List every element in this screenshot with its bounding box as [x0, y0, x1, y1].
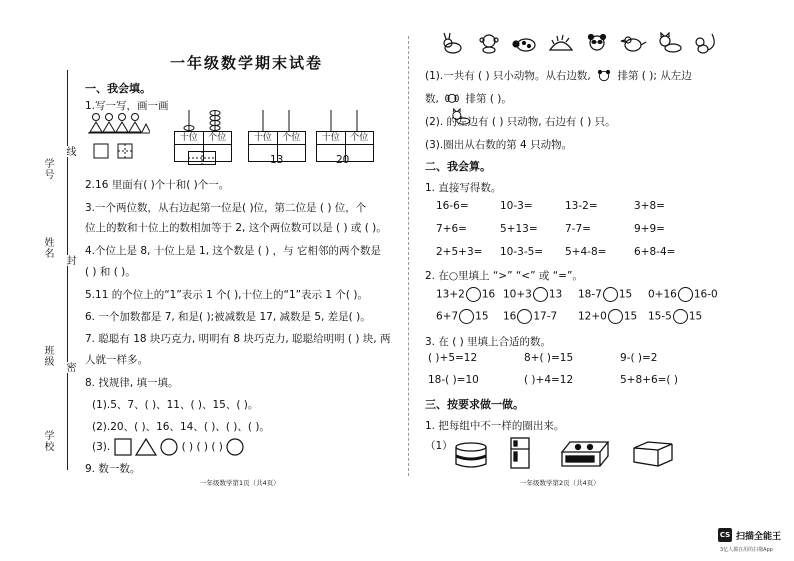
cassette-box-icon	[560, 440, 610, 468]
binding-line	[67, 70, 68, 470]
binding-label-student-id: 学号	[42, 158, 53, 180]
question-5: 5.11 的个位上的“1”表示 1 个( ),十位上的“1”表示 1 个( )。	[85, 289, 368, 301]
binding-label-school: 学校	[42, 430, 53, 452]
section-2-heading: 二、我会算。	[425, 160, 491, 173]
panda-icon	[594, 68, 614, 84]
animal-question-1b: 数, 排第 ( )。	[425, 93, 512, 105]
ones-header: 个位	[345, 132, 374, 144]
question-3-line-1: 3.一个两位数，从右边起第一位是( )位，第二位是 ( ) 位，个	[85, 202, 367, 214]
counters-drawing	[88, 112, 150, 172]
binding-mark-line: 线	[64, 146, 75, 157]
calc-problem: 16-6=	[436, 200, 469, 212]
compare-left: 6+7	[436, 310, 459, 323]
question-8: 8. 找规律, 填一填。	[85, 377, 179, 389]
blank: ( )	[196, 441, 208, 453]
compare-problem	[436, 287, 495, 302]
compare-left: 0+16	[648, 288, 677, 301]
calc-problem: 7-7=	[565, 223, 591, 235]
tens-header: 十位	[321, 133, 340, 143]
page-footer-right: 一年级数学第2页（共4页）	[520, 479, 600, 487]
fill-blank-problem: 9-( )=2	[620, 352, 658, 364]
question-2: 2.16 里面有( )个十和( )个一。	[85, 179, 230, 191]
compare-right: 15	[618, 288, 633, 301]
fill-blank-problem: 18-( )=10	[428, 374, 479, 386]
square-shape	[114, 438, 132, 456]
page-divider	[408, 36, 409, 476]
calc-problem: 2+5+3=	[436, 246, 483, 258]
question-3-line-2: 位上的数和十位上的数相加等于 2, 这个两位数可以是 ( ) 或 ( )。	[85, 222, 387, 234]
question-8-3	[92, 438, 244, 456]
compare-problem	[648, 287, 718, 302]
cardboard-box-icon	[632, 440, 674, 468]
squirrel-icon	[690, 32, 720, 54]
panda-icon	[582, 32, 612, 54]
circle-shape	[226, 438, 244, 456]
compare-left: 12+0	[578, 310, 607, 323]
puppy-icon	[442, 91, 462, 107]
odd-one-out-label: （1）	[425, 440, 453, 452]
question-8-3-label: (3).	[92, 441, 111, 453]
fill-blank-problem: ( )+4=12	[524, 374, 574, 386]
page-footer-left: 一年级数学第1页（共4页）	[200, 479, 280, 487]
question-4-line-2: ( ) 和 ( )。	[85, 266, 136, 278]
compare-right: 15	[475, 310, 489, 323]
cat-icon	[448, 108, 472, 126]
compare-problem	[503, 309, 557, 324]
compare-left: 16	[503, 310, 517, 323]
ones-header: 个位	[277, 132, 306, 144]
circle-shape	[160, 438, 178, 456]
compare-right: 15	[688, 310, 703, 323]
exam-title: 一年级数学期末试卷	[170, 54, 324, 72]
ladybug-icon	[510, 32, 540, 54]
fill-title: 3. 在 ( ) 里填上合适的数。	[425, 336, 552, 348]
answer-grid	[188, 151, 216, 165]
fill-blank-problem: 5+8+6=( )	[620, 374, 678, 386]
compare-problem	[578, 287, 632, 302]
compare-right: 17-7	[533, 310, 558, 323]
blank: ( )	[181, 441, 194, 453]
compare-left: 18-7	[578, 288, 602, 301]
tens-header: 十位	[253, 133, 272, 143]
cylinder-box-icon	[454, 442, 488, 470]
answer-circle[interactable]	[517, 309, 532, 324]
calc-problem: 10-3-5=	[500, 246, 544, 258]
rabbit-icon	[438, 32, 468, 54]
question-6: 6. 一个加数都是 7, 和是( );被减数是 17, 减数是 5, 差是( )。	[85, 311, 371, 323]
calc-problem: 5+4-8=	[565, 246, 607, 258]
question-9: 9. 数一数。	[85, 463, 141, 475]
compare-title: 2. 在○里填上 “>” “<” 或 “=”。	[425, 270, 583, 282]
compare-right: 16	[481, 288, 496, 301]
number-13: 13	[270, 154, 284, 166]
calc-problem: 13-2=	[565, 200, 598, 212]
compare-right: 16-0	[693, 288, 718, 301]
refrigerator-icon	[509, 437, 531, 469]
monkey-icon	[474, 32, 504, 54]
odd-one-out-title: 1. 把每组中不一样的圈出来。	[425, 420, 565, 432]
triangle-shape	[135, 438, 157, 456]
section-3-heading: 三、按要求做一做。	[425, 398, 524, 411]
scanner-app-name: 扫描全能王	[736, 531, 782, 542]
answer-circle[interactable]	[678, 287, 693, 302]
compare-problem	[648, 309, 702, 324]
answer-circle[interactable]	[603, 287, 618, 302]
binding-label-class: 班级	[42, 345, 53, 367]
answer-circle[interactable]	[608, 309, 623, 324]
compare-left: 15-5	[648, 310, 672, 323]
blank: ( )	[211, 441, 223, 453]
number-20: 20	[336, 154, 350, 166]
bird-icon	[618, 32, 648, 54]
question-7-line-2: 人就一样多。	[85, 354, 148, 366]
animal-question-3: (3).圈出从右数的第 4 只动物。	[425, 139, 573, 151]
animal-question-1a: (1).一共有 ( ) 只小动物。从右边数, 排第 ( ); 从左边	[425, 70, 692, 82]
answer-circle[interactable]	[533, 287, 548, 302]
question-4-line-1: 4.个位上是 8, 十位上是 1, 这个数是 ( ) ，与 它相邻的两个数是	[85, 245, 381, 257]
fill-blank-problem: ( )+5=12	[428, 352, 478, 364]
calc-problem: 10-3=	[500, 200, 533, 212]
binding-mark-seal: 封	[64, 255, 75, 266]
answer-circle[interactable]	[466, 287, 481, 302]
answer-circle[interactable]	[459, 309, 474, 324]
animal-row	[438, 32, 720, 54]
calc-problem: 6+8-4=	[634, 246, 676, 258]
calc-problem: 3+8=	[634, 200, 665, 212]
tens-header: 十位	[179, 133, 198, 143]
scanner-logo-badge: CS	[718, 528, 732, 542]
question-7-line-1: 7. 聪聪有 18 块巧克力, 明明有 8 块巧克力, 聪聪给明明 ( ) 块, 两	[85, 333, 391, 345]
animal-question-2: (2). 的左边有 ( ) 只动物, 右边有 ( ) 只。	[425, 116, 616, 128]
scanner-watermark	[718, 528, 781, 542]
compare-left: 10+3	[503, 288, 532, 301]
cat-icon	[654, 32, 684, 54]
question-8-2: (2).20、( )、16、14、( )、( )、( )。	[92, 421, 270, 433]
calc-problem: 9+9=	[634, 223, 665, 235]
calc-problem: 7+6=	[436, 223, 467, 235]
binding-label-name: 姓名	[42, 237, 53, 259]
compare-right: 15	[623, 310, 638, 323]
section-1-heading: 一、我会填。	[85, 82, 151, 95]
calc-title: 1. 直接写得数。	[425, 182, 502, 194]
ones-header: 个位	[203, 132, 232, 144]
compare-right: 13	[548, 288, 563, 301]
compare-problem	[578, 309, 637, 324]
compare-problem	[503, 287, 562, 302]
question-8-1: (1).5、7、( )、11、( )、15、( )。	[92, 399, 259, 411]
hedgehog-icon	[546, 32, 576, 54]
compare-left: 13+2	[436, 288, 465, 301]
fill-blank-problem: 8+( )=15	[524, 352, 574, 364]
question-1: 1.写一写，画一画	[85, 100, 169, 112]
scanner-tagline: 3亿人都在用的扫描App	[720, 547, 773, 553]
calc-problem: 5+13=	[500, 223, 538, 235]
answer-circle[interactable]	[673, 309, 688, 324]
binding-mark-secret: 密	[64, 362, 75, 373]
compare-problem	[436, 309, 489, 324]
